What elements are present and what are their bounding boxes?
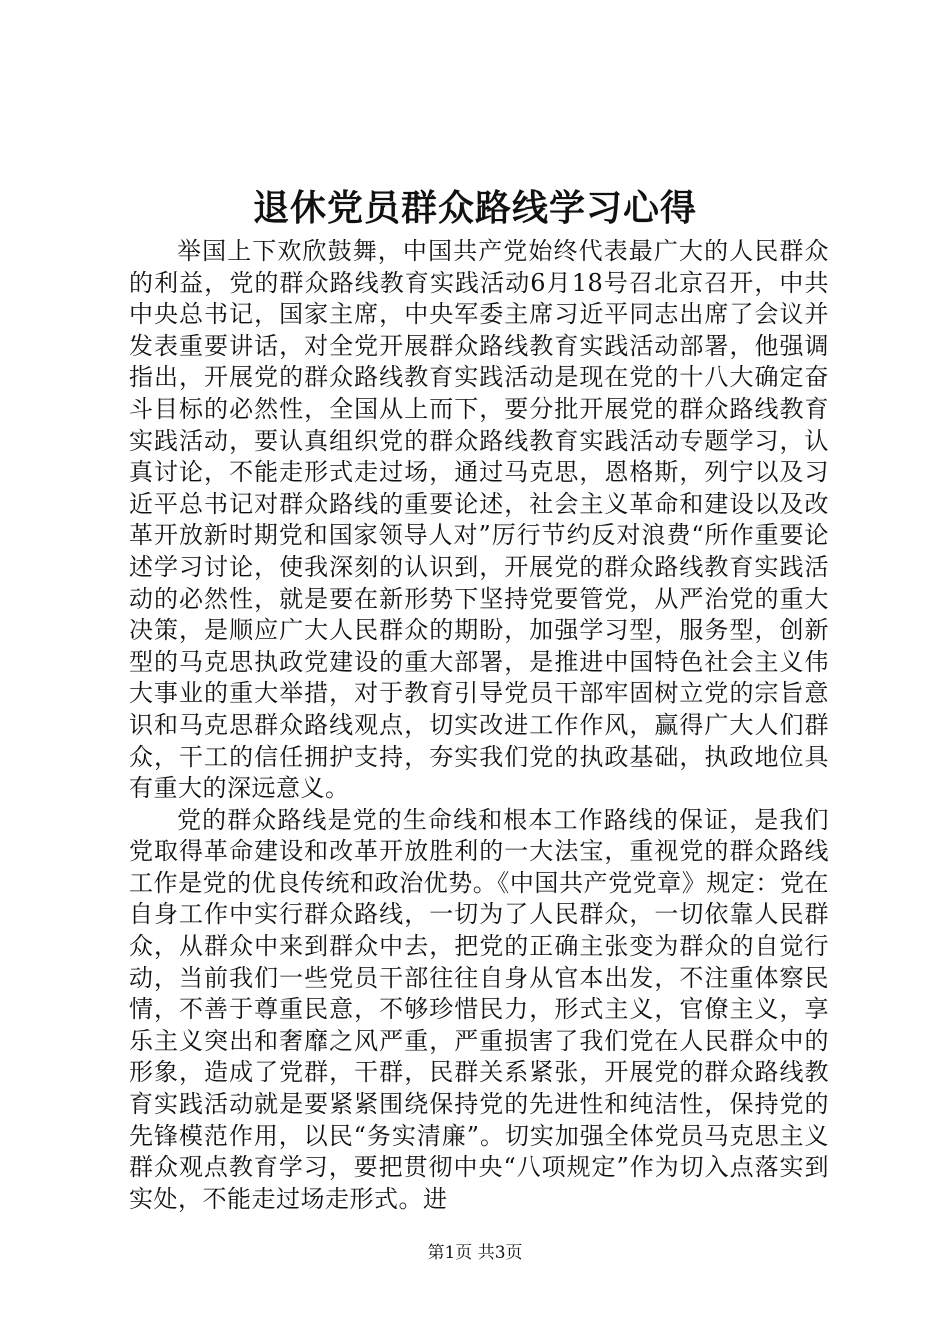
page-number-footer: 第1页 共3页 <box>427 1243 523 1263</box>
paragraph-2: 党的群众路线是党的生命线和根本工作路线的保证，是我们党取得革命建设和改革开放胜利的一大法宝，重视党的群众路线工作是党的优良传统和政治优势。《中国共产党党章》规定：党在自身工作中实行群众路线，一切为了人民群众，一切依靠人民群众，从群众中来到群众中去，把党的正确主张变为群众的自觉行动，当前我们一些党员干部往往自身从官本出发，不注重体察民情，不善于尊重民意，不够珍惜民力，形式主义，官僚主义，享乐主义突出和奢靡之风严重，严重损害了我们党在人民群众中的形象，造成了党群，干群，民群关系紧张，开展党的群众路线教育实践活动就是要紧紧围绕保持党的先进性和纯洁性，保持党的先锋模范作用，以民“务实清廉”。切实加强全体党员马克思主义群众观点教育学习，要把贯彻中央“八项规定”作为切入点落实到实处，不能走过场走形式。进 <box>129 805 829 1213</box>
document-title: 退休党员群众路线学习心得 <box>252 187 697 229</box>
paragraph-1: 举国上下欢欣鼓舞，中国共产党始终代表最广大的人民群众的利益，党的群众路线教育实践活动6月18号召北京召开，中共中央总书记，国家主席，中央军委主席习近平同志出席了会议并发表重要讲话，对全党开展群众路线教育实践活动部署，他强调指出，开展党的群众路线教育实践活动是现在党的十八大确定奋斗目标的必然性，全国从上而下，要分批开展党的群众路线教育实践活动，要认真组织党的群众路线教育实践活动专题学习，认真讨论，不能走形式走过场，通过马克思，恩格斯，列宁以及习近平总书记对群众路线的重要论述，社会主义革命和建设以及改革开放新时期党和国家领导人对”厉行节约反对浪费“所作重要论述学习讨论，使我深刻的认识到，开展党的群众路线教育实践活动的必然性，就是要在新形势下坚持党要管党，从严治党的重大决策，是顺应广大人民群众的期盼，加强学习型，服务型，创新型的马克思执政党建设的重大部署，是推进中国特色社会主义伟大事业的重大举措，对于教育引导党员干部牢固树立党的宗旨意识和马克思群众路线观点，切实改进工作作风，赢得广大人们群众，干工的信任拥护支持，夯实我们党的执政基础，执政地位具有重大的深远意义。 <box>129 237 829 803</box>
document-body <box>129 236 829 1215</box>
